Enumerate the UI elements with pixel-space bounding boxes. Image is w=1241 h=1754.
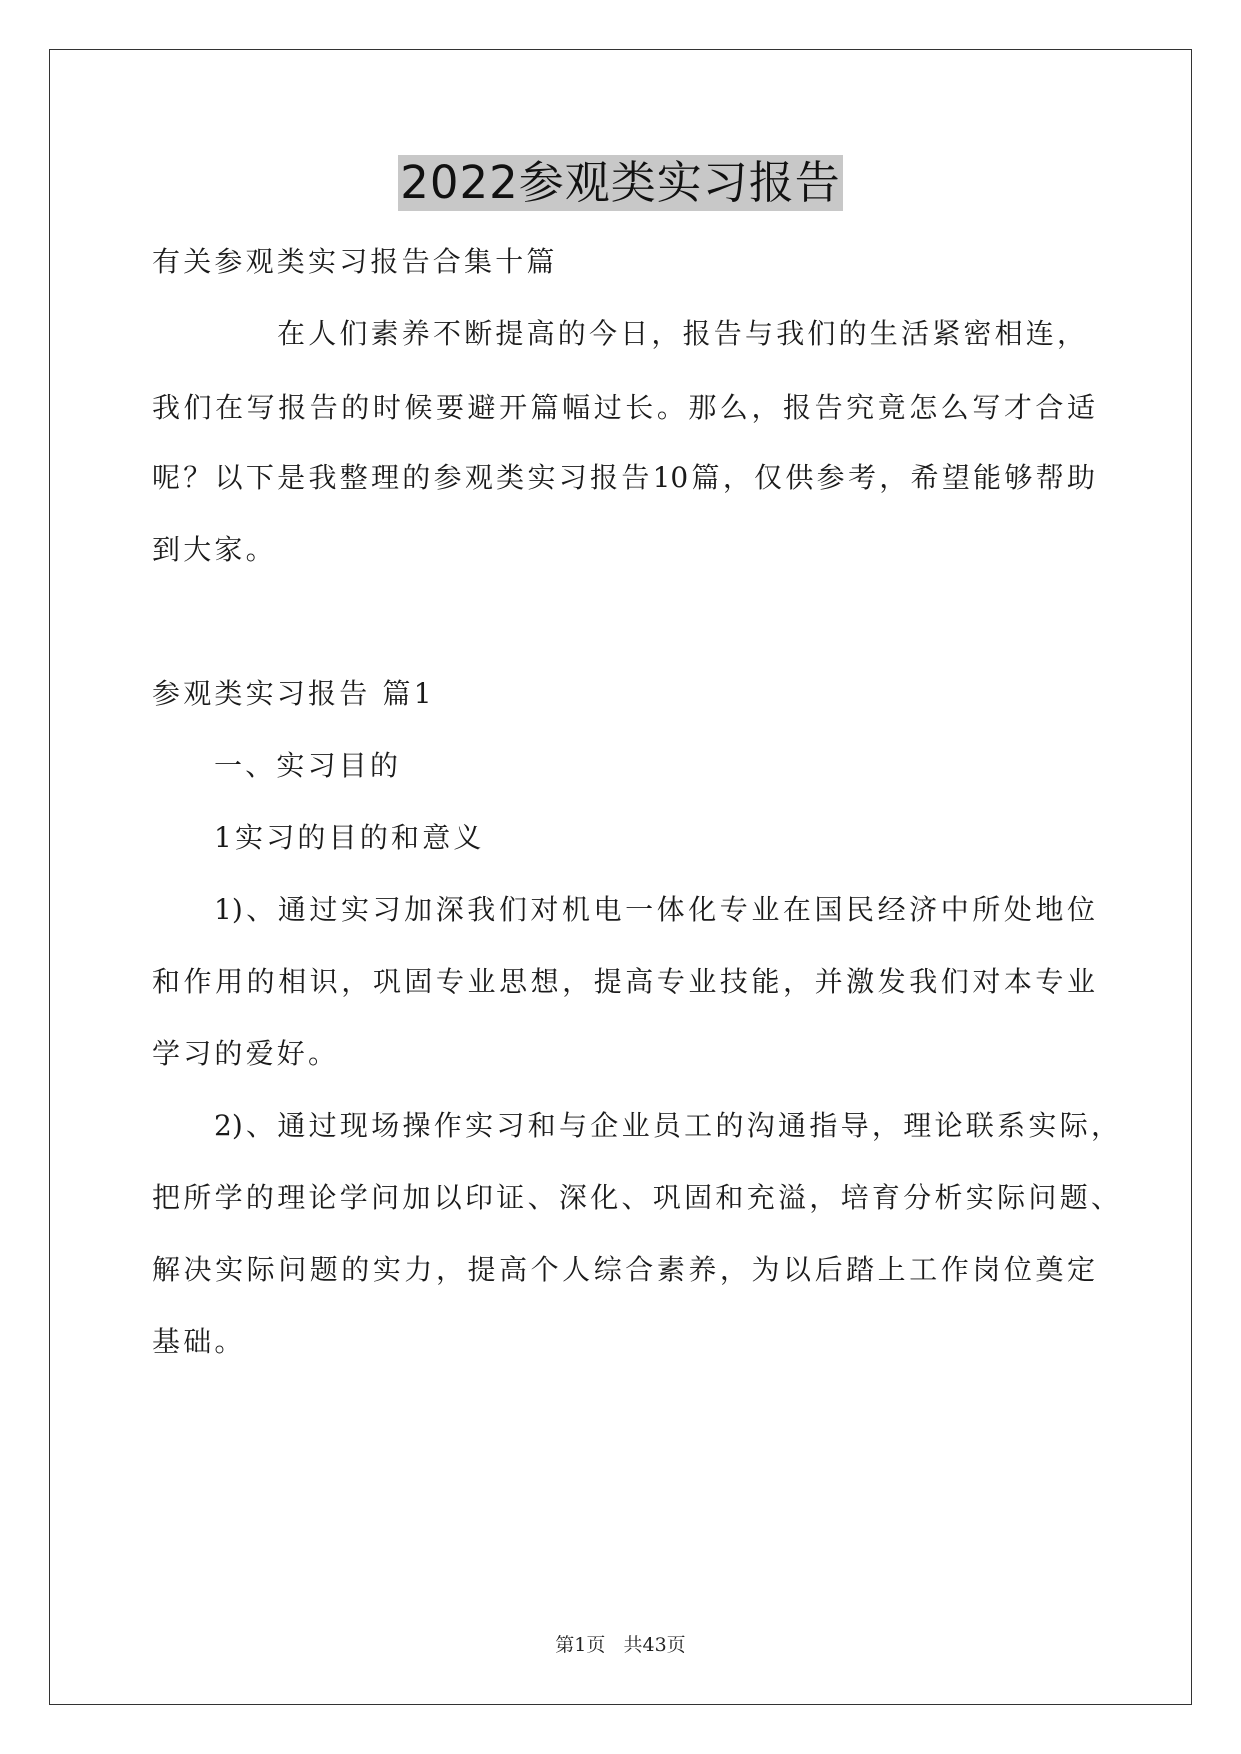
intro-line-3: 呢？以下是我整理的参观类实习报告10篇，仅供参考，希望能够帮助 <box>152 461 1095 494</box>
heading-purpose-meaning: 1实习的目的和意义 <box>214 821 485 854</box>
intro-line-1: 在人们素养不断提高的今日，报告与我们的生活紧密相连， <box>277 317 1089 350</box>
para1-line-2: 和作用的相识，巩固专业思想，提高专业技能，并激发我们对本专业 <box>152 965 1095 998</box>
para1-line-1: 1)、通过实习加深我们对机电一体化专业在国民经济中所处地位 <box>214 893 1095 926</box>
para2-line-4: 基础。 <box>152 1325 246 1358</box>
page-number: 第1页 共43页 <box>555 1634 686 1656</box>
intro-line-4: 到大家。 <box>152 533 277 566</box>
title-container <box>0 155 1241 211</box>
para2-line-3: 解决实际问题的实力，提高个人综合素养，为以后踏上工作岗位奠定 <box>152 1253 1095 1286</box>
section-heading: 参观类实习报告 篇1 <box>152 677 435 710</box>
document-title: 2022参观类实习报告 <box>400 156 841 209</box>
heading-purpose: 一、实习目的 <box>214 749 402 782</box>
para2-line-1: 2)、通过现场操作实习和与企业员工的沟通指导，理论联系实际， <box>214 1109 1119 1142</box>
intro-line-2: 我们在写报告的时候要避开篇幅过长。那么，报告究竟怎么写才合适 <box>152 391 1095 424</box>
page-border <box>49 49 1192 1705</box>
para1-line-3: 学习的爱好。 <box>152 1037 340 1070</box>
document-subtitle: 有关参观类实习报告合集十篇 <box>152 245 558 278</box>
para2-line-2: 把所学的理论学问加以印证、深化、巩固和充溢，培育分析实际问题、 <box>152 1181 1119 1214</box>
